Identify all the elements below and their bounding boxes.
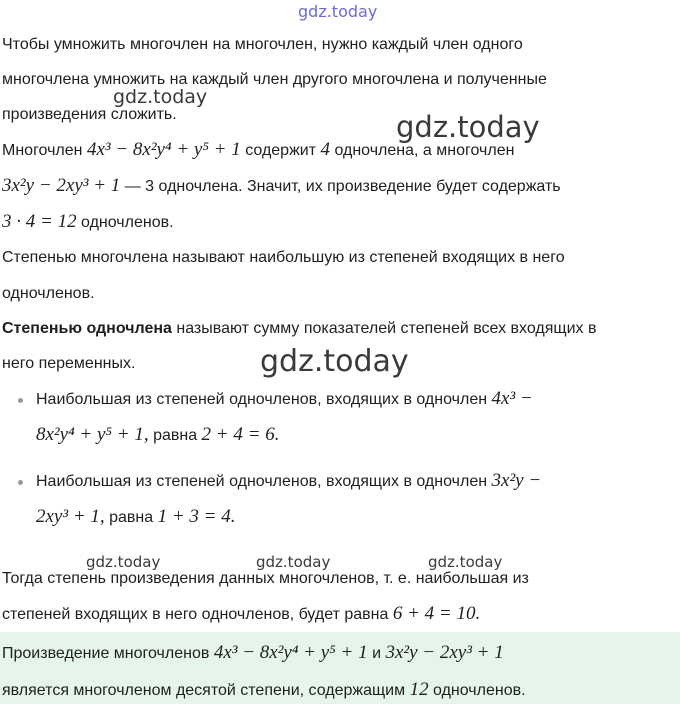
math-number: 4 (320, 139, 330, 160)
watermark: gdz.today (428, 553, 503, 571)
math: 6 + 4 = 10. (392, 603, 481, 624)
bullet-line (36, 388, 533, 411)
text: Произведение многочленов (2, 645, 210, 662)
math: 2 + 4 = 6. (201, 424, 280, 445)
text: Наибольшая из степеней одночленов, входящих в одночлен (36, 391, 488, 408)
paragraph-line (2, 211, 174, 234)
math-number: 12 (409, 679, 429, 700)
paragraph-line (2, 318, 596, 340)
math: 2xy³ + 1, (36, 506, 105, 527)
paragraph-line: Чтобы умножить многочлен на многочлен, нужно каждый член одного (2, 36, 523, 53)
watermark: gdz.today (113, 86, 208, 108)
math-polynomial-2: 3x²y − 2xy³ + 1 (385, 642, 504, 663)
result-line (2, 679, 526, 702)
math: 4x³ − (491, 388, 533, 409)
text: содержит (245, 142, 317, 159)
math-polynomial-2: 3x²y − 2xy³ + 1 (2, 175, 121, 196)
paragraph-line: Степенью многочлена называют наибольшую из степеней входящих в него (2, 249, 565, 266)
definition-term: Степенью одночлена (2, 320, 172, 337)
paragraph-line (2, 139, 514, 162)
bullet-line (36, 470, 541, 493)
result-line (2, 642, 504, 665)
bullet-dot (18, 398, 23, 403)
text: является многочленом десятой степени, содержащим (2, 682, 406, 699)
paragraph-line (2, 603, 480, 626)
paragraph-line: многочлена умножить на каждый член другого многочлена и полученные (2, 71, 547, 88)
math: 3x²y − (491, 470, 542, 491)
paragraph-line: него переменных. (2, 355, 136, 372)
text: Многочлен (2, 142, 83, 159)
math-polynomial-1: 4x³ − 8x²y⁴ + y⁵ + 1 (213, 642, 368, 663)
watermark-large: gdz.today (396, 110, 540, 144)
text: равна (109, 509, 154, 526)
watermark-large: gdz.today (260, 344, 409, 379)
math: 8x²y⁴ + y⁵ + 1, (36, 424, 149, 445)
text: одночленов. (81, 214, 174, 231)
watermark-top: gdz.today (298, 2, 378, 21)
text: одночленов. (433, 682, 526, 699)
text: степеней входящих в него одночленов, будет равна (2, 606, 389, 623)
watermark: gdz.today (256, 553, 331, 571)
text: называют сумму показателей степеней всех входящих в (176, 320, 597, 337)
bullet-line (36, 424, 279, 447)
text: Наибольшая из степеней одночленов, входящих в одночлен (36, 473, 488, 490)
text: равна (153, 427, 198, 444)
text: — 3 одночлена. Значит, их произведение будет содержать (124, 178, 561, 195)
paragraph-line: одночленов. (2, 285, 95, 302)
math: 1 + 3 = 4. (157, 506, 236, 527)
bullet-dot (18, 480, 23, 485)
paragraph-line: произведения сложить. (2, 106, 177, 123)
paragraph-line: Тогда степень произведения данных многочленов, т. е. наибольшая из (2, 570, 529, 587)
watermark: gdz.today (86, 553, 161, 571)
bullet-line (36, 506, 235, 529)
paragraph-line (2, 175, 561, 198)
math-product: 3 · 4 = 12 (2, 211, 77, 232)
text: одночлена, а многочлен (334, 142, 515, 159)
math-polynomial-1: 4x³ − 8x²y⁴ + y⁵ + 1 (86, 139, 241, 160)
text: и (372, 645, 382, 662)
